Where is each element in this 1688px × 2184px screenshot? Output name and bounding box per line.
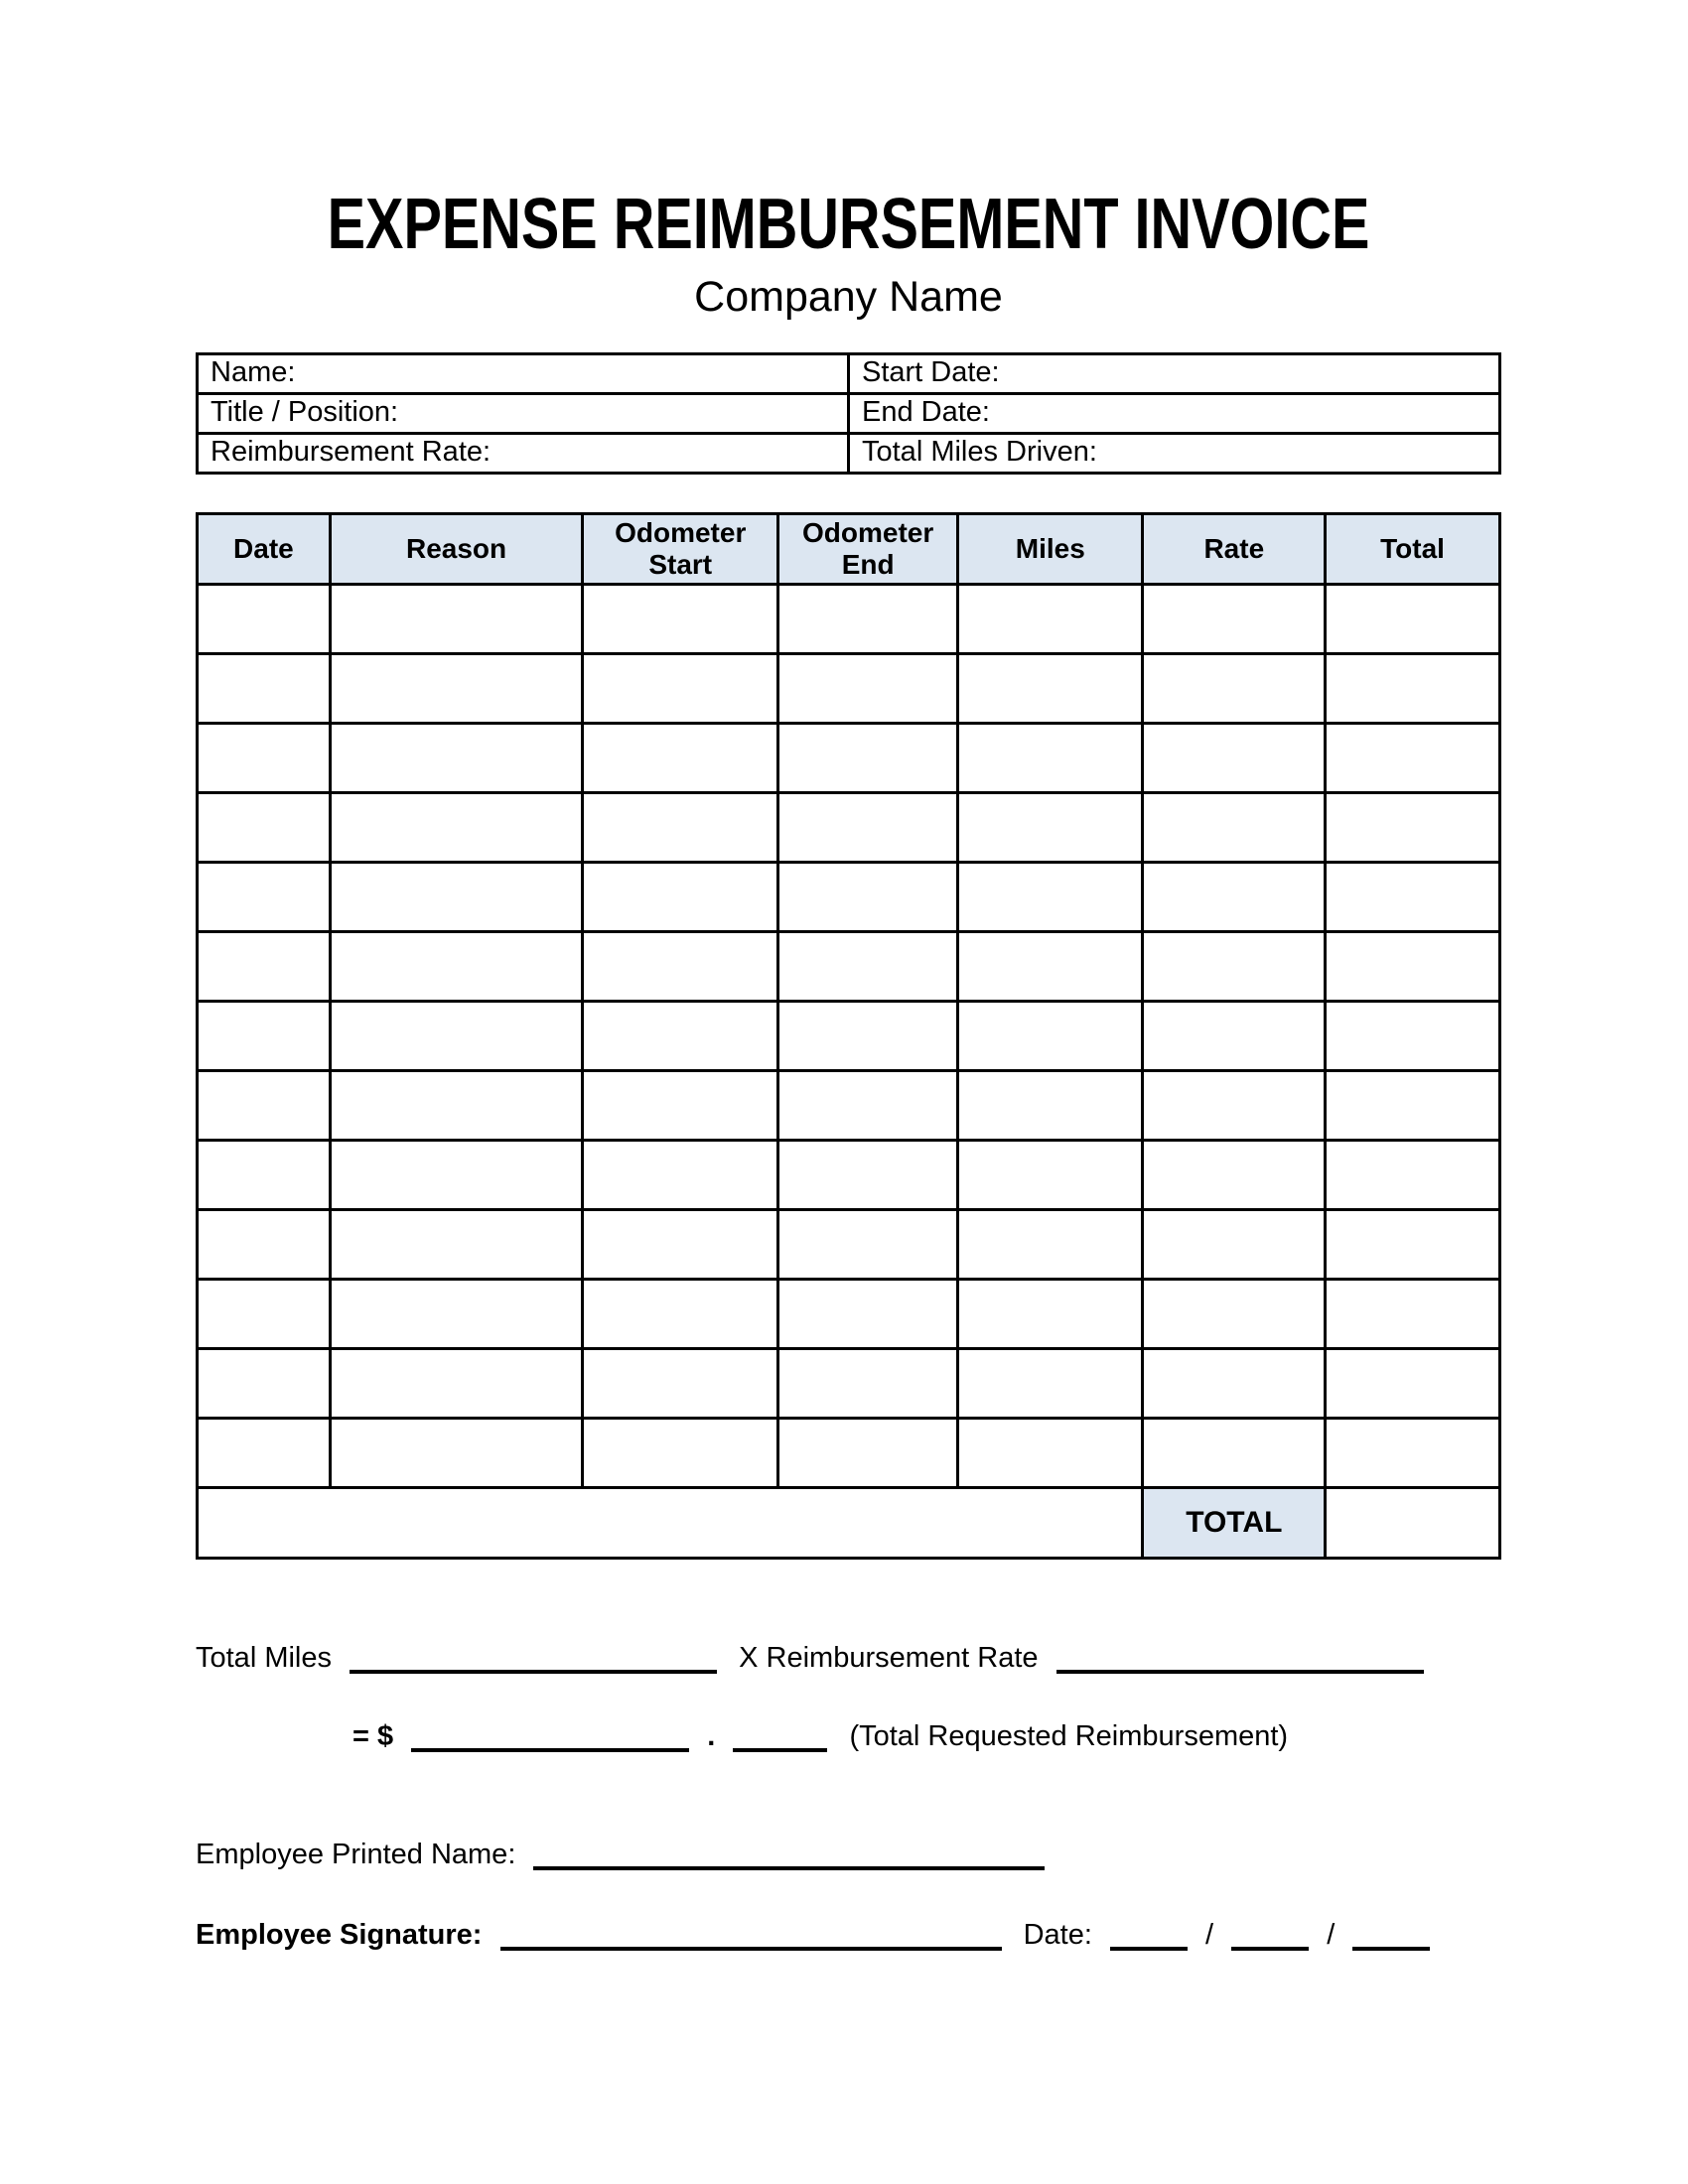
mileage-cell: [778, 932, 958, 1002]
mileage-cell: [330, 932, 583, 1002]
mileage-cell: [330, 585, 583, 654]
info-cell-start-date: Start Date:: [849, 354, 1500, 394]
printed-name-blank-line: [533, 1841, 1045, 1870]
signature-blank-line: [500, 1921, 1002, 1951]
mileage-cell: [778, 1419, 958, 1488]
mileage-cell: [583, 1002, 778, 1071]
mileage-cell: [958, 1141, 1143, 1210]
mileage-cell: [778, 724, 958, 793]
cents-blank-line: [733, 1722, 827, 1752]
mileage-cell: [583, 1210, 778, 1280]
mileage-row: [198, 1280, 1500, 1349]
column-header-odometer-start: Odometer Start: [583, 514, 778, 585]
mileage-cell: [330, 1210, 583, 1280]
mileage-cell: [198, 932, 331, 1002]
mileage-cell: [198, 1210, 331, 1280]
mileage-cell: [1326, 724, 1500, 793]
mileage-cell: [958, 1280, 1143, 1349]
mileage-cell: [958, 585, 1143, 654]
mileage-cell: [958, 1349, 1143, 1419]
column-header-date: Date: [198, 514, 331, 585]
mileage-cell: [778, 1349, 958, 1419]
mileage-row: [198, 1349, 1500, 1419]
total-row-spacer: [198, 1488, 1143, 1559]
grand-total-cell: [1326, 1488, 1500, 1559]
mileage-cell: [778, 654, 958, 724]
mileage-cell: [958, 932, 1143, 1002]
mileage-cell: [198, 1419, 331, 1488]
mileage-cell: [583, 932, 778, 1002]
mileage-row: [198, 654, 1500, 724]
total-label-cell: TOTAL: [1143, 1488, 1326, 1559]
date-day-blank-line: [1231, 1921, 1309, 1951]
mileage-cell: [1143, 932, 1326, 1002]
mileage-cell: [330, 724, 583, 793]
mileage-header-row: [198, 514, 1500, 585]
mileage-row: [198, 863, 1500, 932]
mileage-row: [198, 724, 1500, 793]
equals-dollar-label: = $: [352, 1720, 394, 1753]
mileage-row: [198, 1141, 1500, 1210]
total-miles-label: Total Miles: [196, 1642, 332, 1675]
column-header-odometer-end: Odometer End: [778, 514, 958, 585]
summary-calculation-line: [196, 1641, 1501, 1676]
mileage-cell: [583, 1349, 778, 1419]
mileage-cell: [1326, 585, 1500, 654]
mileage-cell: [958, 724, 1143, 793]
mileage-cell: [778, 1141, 958, 1210]
signature-label: Employee Signature:: [196, 1918, 483, 1951]
mileage-cell: [1326, 1419, 1500, 1488]
mileage-cell: [330, 1349, 583, 1419]
mileage-cell: [330, 863, 583, 932]
mileage-cell: [1326, 1002, 1500, 1071]
mileage-row: [198, 585, 1500, 654]
date-label: Date:: [1023, 1918, 1092, 1951]
mileage-cell: [1143, 793, 1326, 863]
mileage-cell: [198, 863, 331, 932]
total-miles-blank-line: [350, 1644, 717, 1674]
info-row-1: [198, 354, 1500, 394]
mileage-cell: [583, 1071, 778, 1141]
multiply-by-rate-label: X Reimbursement Rate: [739, 1642, 1039, 1675]
page-title: EXPENSE REIMBURSEMENT INVOICE: [327, 185, 1370, 264]
mileage-row: [198, 1210, 1500, 1280]
mileage-cell: [198, 585, 331, 654]
mileage-cell: [330, 654, 583, 724]
mileage-cell: [778, 1071, 958, 1141]
mileage-row: [198, 1419, 1500, 1488]
date-slash-2: /: [1327, 1918, 1336, 1951]
mileage-cell: [1326, 1071, 1500, 1141]
date-month-blank-line: [1110, 1921, 1188, 1951]
mileage-cell: [1143, 1280, 1326, 1349]
summary-result-line: [196, 1719, 1501, 1754]
mileage-cell: [198, 724, 331, 793]
printed-name-label: Employee Printed Name:: [196, 1838, 516, 1870]
mileage-cell: [778, 1210, 958, 1280]
mileage-cell: [778, 863, 958, 932]
mileage-cell: [583, 1419, 778, 1488]
mileage-cell: [583, 863, 778, 932]
mileage-log-table: [196, 512, 1501, 1560]
info-cell-reimbursement-rate: Reimbursement Rate:: [198, 434, 849, 474]
column-header-rate: Rate: [1143, 514, 1326, 585]
mileage-cell: [1326, 654, 1500, 724]
company-name: Company Name: [694, 273, 1003, 321]
total-row: [198, 1488, 1500, 1559]
mileage-cell: [330, 1419, 583, 1488]
employee-info-table: [196, 352, 1501, 475]
mileage-cell: [198, 1349, 331, 1419]
signature-row: [196, 1918, 1501, 1953]
mileage-cell: [583, 585, 778, 654]
mileage-cell: [958, 1071, 1143, 1141]
column-header-miles: Miles: [958, 514, 1143, 585]
mileage-cell: [1326, 932, 1500, 1002]
mileage-cell: [198, 1280, 331, 1349]
mileage-row: [198, 1071, 1500, 1141]
decimal-point: .: [707, 1720, 716, 1753]
mileage-cell: [958, 1210, 1143, 1280]
mileage-cell: [583, 724, 778, 793]
mileage-row: [198, 1002, 1500, 1071]
mileage-cell: [1326, 863, 1500, 932]
date-slash-1: /: [1205, 1918, 1214, 1951]
mileage-cell: [330, 1280, 583, 1349]
info-cell-name: Name:: [198, 354, 849, 394]
mileage-cell: [198, 1002, 331, 1071]
column-header-total: Total: [1326, 514, 1500, 585]
mileage-cell: [1143, 585, 1326, 654]
mileage-cell: [330, 1141, 583, 1210]
mileage-cell: [958, 863, 1143, 932]
total-requested-caption: (Total Requested Reimbursement): [849, 1720, 1289, 1753]
mileage-cell: [1326, 1349, 1500, 1419]
rate-blank-line: [1056, 1644, 1424, 1674]
mileage-cell: [778, 1280, 958, 1349]
info-row-3: [198, 434, 1500, 474]
mileage-cell: [330, 1002, 583, 1071]
mileage-cell: [1326, 1210, 1500, 1280]
mileage-cell: [778, 1002, 958, 1071]
mileage-cell: [583, 654, 778, 724]
info-cell-total-miles-driven: Total Miles Driven:: [849, 434, 1500, 474]
mileage-row: [198, 932, 1500, 1002]
mileage-cell: [778, 793, 958, 863]
mileage-cell: [958, 654, 1143, 724]
printed-name-row: [196, 1838, 1501, 1872]
mileage-cell: [583, 793, 778, 863]
mileage-cell: [958, 1002, 1143, 1071]
mileage-cell: [1143, 863, 1326, 932]
dollars-blank-line: [411, 1722, 689, 1752]
mileage-cell: [1143, 1419, 1326, 1488]
mileage-cell: [958, 1419, 1143, 1488]
mileage-cell: [583, 1280, 778, 1349]
column-header-reason: Reason: [330, 514, 583, 585]
info-row-2: [198, 394, 1500, 434]
mileage-cell: [1143, 724, 1326, 793]
mileage-cell: [1326, 793, 1500, 863]
mileage-cell: [958, 793, 1143, 863]
info-cell-end-date: End Date:: [849, 394, 1500, 434]
mileage-cell: [1143, 1210, 1326, 1280]
mileage-cell: [1143, 1141, 1326, 1210]
mileage-cell: [1326, 1280, 1500, 1349]
mileage-cell: [330, 1071, 583, 1141]
mileage-cell: [198, 1071, 331, 1141]
mileage-cell: [1143, 654, 1326, 724]
mileage-cell: [778, 585, 958, 654]
mileage-cell: [1143, 1002, 1326, 1071]
mileage-cell: [198, 793, 331, 863]
mileage-cell: [583, 1141, 778, 1210]
date-year-blank-line: [1352, 1921, 1430, 1951]
mileage-cell: [198, 1141, 331, 1210]
info-cell-title-position: Title / Position:: [198, 394, 849, 434]
mileage-cell: [1143, 1349, 1326, 1419]
mileage-cell: [1326, 1141, 1500, 1210]
mileage-cell: [1143, 1071, 1326, 1141]
mileage-cell: [330, 793, 583, 863]
mileage-cell: [198, 654, 331, 724]
mileage-row: [198, 793, 1500, 863]
